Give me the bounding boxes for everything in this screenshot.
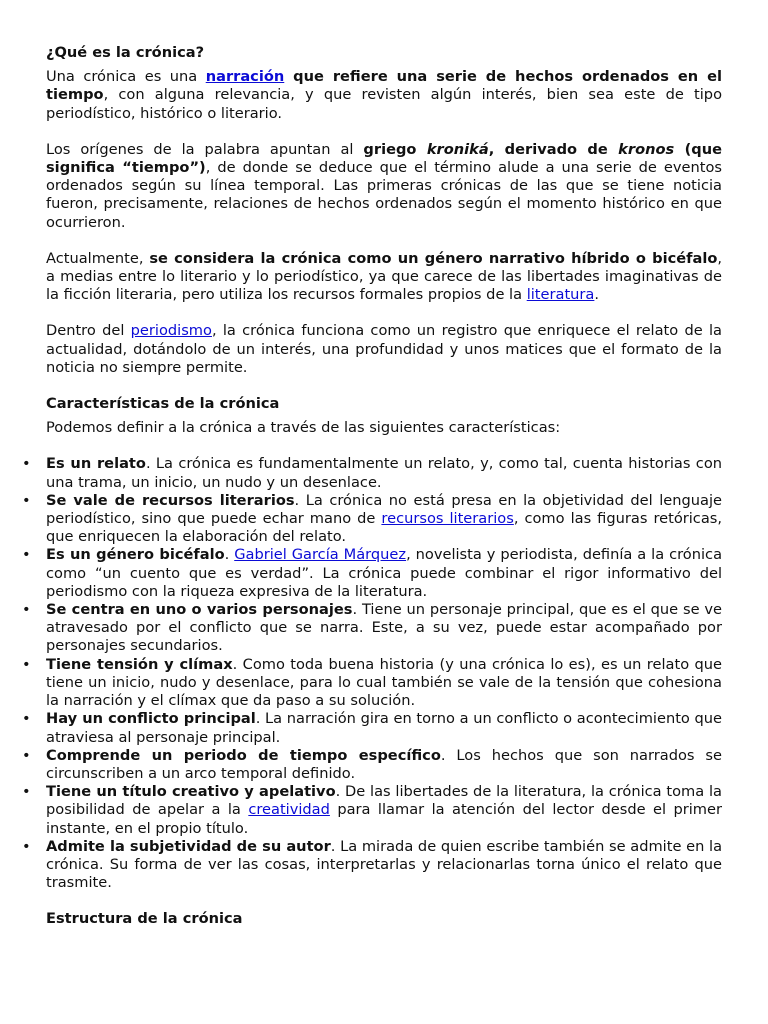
list-item (22, 837, 723, 893)
list-item (22, 455, 722, 491)
paragraph-origins (46, 141, 722, 232)
bold-text: que refiere una serie de hechos ordenados en el tiempo (46, 68, 722, 104)
link-literatura[interactable]: literatura (526, 286, 595, 304)
bullet-icon: • (22, 601, 31, 619)
item-text: , novelista y periodista, definía a la crónica como “un cuento que es verdad”. La crónica puede combinar el rigor informativo del periodismo con la riqueza expresiva de la literatura. (46, 546, 723, 600)
item-bold: Tiene un título creativo y apelativo (46, 783, 336, 801)
item-text: . La narración gira en torno a un conflicto o acontecimiento que atraviesa al personaje principal. (46, 710, 723, 746)
heading-caracteristicas: Características de la crónica (46, 395, 280, 413)
item-text: . La crónica no está presa en la objetividad del lenguaje periodístico, sino que puede echar mano de (46, 491, 722, 528)
item-text: . Tiene un personaje principal, que es el que se ve atravesado por el conflicto que se narra. Este, a su vez, puede estar acompañado por personajes secundarios. (46, 601, 722, 655)
list-item (22, 710, 723, 746)
bold-text: se considera la crónica como un género narrativo híbrido o bicéfalo (149, 249, 718, 267)
paragraph-intro-caracteristicas: Podemos definir a la crónica a través de las siguientes características: (46, 419, 561, 437)
list-item (22, 601, 722, 656)
text-span: , la crónica funciona como un registro que enriquece el relato de la actualidad, dotándolo de un interés, una profundidad y unos matices que el formato de la noticia no siempre permite. (46, 322, 722, 376)
bold-italic-text: kronos (618, 140, 675, 158)
item-bold: Es un relato (46, 455, 146, 473)
bold-italic-text: kroniká (426, 140, 489, 158)
link-text: narración (205, 68, 285, 86)
text-span: , con alguna relevancia, y que revisten algún interés, bien sea este de tipo periodístico, histórico o literario. (46, 86, 722, 122)
item-text: . La mirada de quien escribe también se admite en la crónica. Su forma de ver las cosas, interpretarlas y relacionarlas torna único el relato que trasmite. (46, 837, 723, 892)
link-recursos-literarios[interactable]: recursos literarios (381, 510, 514, 528)
link-creatividad[interactable]: creatividad (248, 801, 330, 819)
item-bold: Tiene tensión y clímax (46, 655, 233, 673)
item-bold: Es un género bicéfalo (46, 546, 225, 564)
bullet-icon: • (22, 710, 31, 728)
link-periodismo[interactable]: periodismo (130, 322, 212, 340)
paragraph-actualmente (46, 250, 722, 305)
bullet-icon: • (22, 837, 31, 855)
text-span: , a medias entre lo literario y lo periodístico, ya que carece de las libertades imaginativas de la ficción literaria, pero utiliza los recursos formales propios de la (46, 249, 722, 304)
text-span: Los orígenes de la palabra apuntan al (46, 140, 364, 158)
characteristics-list (22, 455, 723, 892)
heading-estructura: Estructura de la crónica (46, 910, 243, 928)
item-text: para llamar la atención del lector desde el primer instante, en el propio título. (46, 801, 722, 837)
bullet-icon: • (22, 655, 31, 673)
item-bold: Comprende un periodo de tiempo específico (46, 746, 441, 764)
text-span: , de donde se deduce que el término alude a una serie de eventos ordenados según su línea temporal. Las primeras crónicas de las que se tiene noticia fueron, precisamente, relaciones de hechos ordenados según el momento histórico en que ocurrieron. (46, 159, 722, 231)
bullet-icon: • (22, 783, 31, 801)
text-span: Dentro del (46, 322, 131, 340)
item-text: . (224, 546, 235, 564)
heading-que-es: ¿Qué es la crónica? (46, 44, 205, 61)
bullet-icon: • (22, 546, 31, 564)
bullet-icon: • (22, 455, 31, 473)
item-bold: Se centra en uno o varios personajes (46, 601, 353, 619)
bullet-icon: • (22, 491, 31, 509)
item-text: . Los hechos que son narrados se circunscriben a un arco temporal definido. (46, 746, 722, 782)
list-item (22, 783, 722, 838)
list-item (22, 746, 722, 783)
item-text: . La crónica es fundamentalmente un relato, y, como tal, cuenta historias con una trama, un inicio, un nudo y un desenlace. (46, 455, 722, 491)
bold-text: , derivado de (488, 140, 619, 158)
paragraph-periodismo (46, 322, 722, 377)
bullet-icon: • (22, 746, 31, 764)
bold-text: griego (363, 140, 427, 158)
item-text: . De las libertades de la literatura, la crónica toma la posibilidad de apelar a la (46, 783, 722, 819)
item-text: , como las figuras retóricas, que enriquecen la elaboración del relato. (46, 510, 723, 546)
item-bold: Admite la subjetividad de su autor (46, 837, 331, 855)
item-text: . Como toda buena historia (y una crónica lo es), es un relato que tiene un inicio, nudo y desenlace, para lo cual también se vale de la tensión que cohesiona la narración y el clímax que da paso a su solución. (46, 655, 722, 710)
list-item (22, 491, 723, 547)
item-bold: Se vale de recursos literarios (46, 491, 295, 509)
paragraph-definition (46, 68, 722, 123)
bold-text: (que significa “tiempo”) (46, 140, 723, 177)
text-span: Actualmente, (46, 249, 150, 267)
item-bold: Hay un conflicto principal (46, 710, 256, 728)
text-span: . (594, 286, 600, 304)
link-gabriel-garcia-marquez[interactable]: Gabriel García Márquez (234, 546, 407, 564)
list-item (22, 655, 722, 711)
list-item (22, 546, 723, 601)
link-narracion[interactable] (206, 68, 285, 85)
text-span: Una crónica es una (46, 68, 206, 86)
